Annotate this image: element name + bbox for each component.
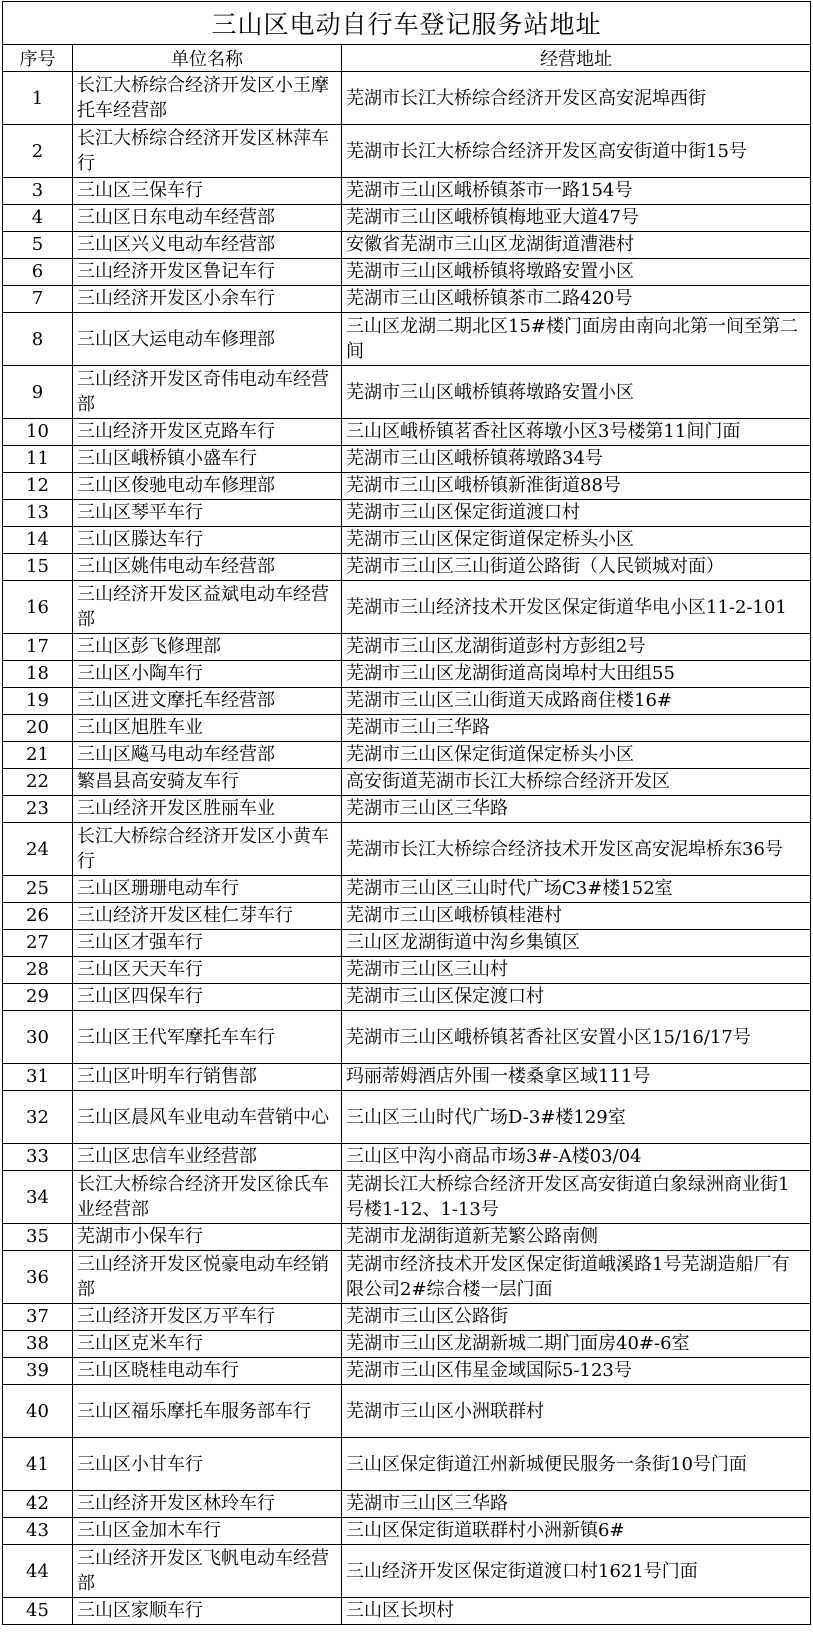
address-cell: 芜湖市三山区峨桥镇茶市一路154号 bbox=[342, 178, 811, 205]
unit-name: 三山区晓桂电动车行 bbox=[73, 1358, 342, 1385]
row-number: 34 bbox=[3, 1171, 73, 1224]
row-number: 2 bbox=[3, 125, 73, 178]
address-cell: 芜湖市三山区峨桥镇桂港村 bbox=[342, 903, 811, 930]
row-number: 31 bbox=[3, 1064, 73, 1091]
unit-name: 三山经济开发区鲁记车行 bbox=[73, 259, 342, 286]
address-cell: 三山区龙湖二期北区15#楼门面房由南向北第一间至第二间 bbox=[342, 313, 811, 366]
row-number: 9 bbox=[3, 366, 73, 419]
row-number: 7 bbox=[3, 286, 73, 313]
row-number: 19 bbox=[3, 688, 73, 715]
row-number: 6 bbox=[3, 259, 73, 286]
unit-name: 三山经济开发区万平车行 bbox=[73, 1304, 342, 1331]
table-row bbox=[3, 1358, 811, 1385]
table-row bbox=[3, 769, 811, 796]
table-row bbox=[3, 1091, 811, 1144]
row-number: 27 bbox=[3, 930, 73, 957]
table-row bbox=[3, 903, 811, 930]
table-row bbox=[3, 715, 811, 742]
table-row bbox=[3, 125, 811, 178]
address-cell: 芜湖市三山区小洲联群村 bbox=[342, 1385, 811, 1438]
registration-sheet bbox=[2, 1, 810, 1625]
address-cell: 芜湖市三山区伟星金域国际5-123号 bbox=[342, 1358, 811, 1385]
row-number: 3 bbox=[3, 178, 73, 205]
header-num: 序号 bbox=[3, 45, 73, 72]
table-row bbox=[3, 366, 811, 419]
unit-name: 三山区金加木车行 bbox=[73, 1518, 342, 1545]
title-row bbox=[3, 2, 811, 45]
table-row bbox=[3, 634, 811, 661]
address-cell: 芜湖市三山区保定街道渡口村 bbox=[342, 500, 811, 527]
table-row bbox=[3, 232, 811, 259]
row-number: 45 bbox=[3, 1598, 73, 1625]
row-number: 32 bbox=[3, 1091, 73, 1144]
address-cell: 三山区保定街道联群村小洲新镇6# bbox=[342, 1518, 811, 1545]
unit-name: 长江大桥综合经济开发区徐氏车业经营部 bbox=[73, 1171, 342, 1224]
unit-name: 三山区忠信车业经营部 bbox=[73, 1144, 342, 1171]
row-number: 33 bbox=[3, 1144, 73, 1171]
header-row bbox=[3, 45, 811, 72]
address-cell: 芜湖市三山区三山街道天成路商住楼16# bbox=[342, 688, 811, 715]
unit-name: 三山经济开发区克路车行 bbox=[73, 419, 342, 446]
unit-name: 三山区旭胜车业 bbox=[73, 715, 342, 742]
sheet-title: 三山区电动自行车登记服务站地址 bbox=[3, 2, 811, 45]
address-cell: 三山区龙湖街道中沟乡集镇区 bbox=[342, 930, 811, 957]
table-row bbox=[3, 259, 811, 286]
address-cell: 三山区峨桥镇茗香社区蒋墩小区3号楼第11间门面 bbox=[342, 419, 811, 446]
table-row bbox=[3, 1438, 811, 1491]
table-row bbox=[3, 742, 811, 769]
row-number: 21 bbox=[3, 742, 73, 769]
unit-name: 长江大桥综合经济开发区小黄车行 bbox=[73, 823, 342, 876]
unit-name: 三山区晨风车业电动车营销中心 bbox=[73, 1091, 342, 1144]
unit-name: 三山经济开发区胜丽车业 bbox=[73, 796, 342, 823]
table-row bbox=[3, 796, 811, 823]
unit-name: 三山区三保车行 bbox=[73, 178, 342, 205]
unit-name: 三山区琴平车行 bbox=[73, 500, 342, 527]
address-cell: 芜湖市三山区峨桥镇梅地亚大道47号 bbox=[342, 205, 811, 232]
unit-name: 三山区峨桥镇小盛车行 bbox=[73, 446, 342, 473]
address-cell: 芜湖市三山区公路街 bbox=[342, 1304, 811, 1331]
unit-name: 三山区王代军摩托车车行 bbox=[73, 1011, 342, 1064]
unit-name: 繁昌县高安骑友车行 bbox=[73, 769, 342, 796]
row-number: 1 bbox=[3, 72, 73, 125]
row-number: 10 bbox=[3, 419, 73, 446]
table-row bbox=[3, 876, 811, 903]
header-address: 经营地址 bbox=[342, 45, 811, 72]
address-cell: 芜湖市三山区峨桥镇蒋墩路34号 bbox=[342, 446, 811, 473]
table-row bbox=[3, 313, 811, 366]
row-number: 36 bbox=[3, 1251, 73, 1304]
row-number: 42 bbox=[3, 1491, 73, 1518]
row-number: 18 bbox=[3, 661, 73, 688]
table-row bbox=[3, 473, 811, 500]
table-row bbox=[3, 286, 811, 313]
table-row bbox=[3, 581, 811, 634]
row-number: 26 bbox=[3, 903, 73, 930]
row-number: 24 bbox=[3, 823, 73, 876]
address-cell: 芜湖市三山区峨桥镇将墩路安置小区 bbox=[342, 259, 811, 286]
row-number: 4 bbox=[3, 205, 73, 232]
unit-name: 三山区才强车行 bbox=[73, 930, 342, 957]
row-number: 25 bbox=[3, 876, 73, 903]
row-number: 40 bbox=[3, 1385, 73, 1438]
table-row bbox=[3, 1064, 811, 1091]
unit-name: 三山经济开发区益斌电动车经营部 bbox=[73, 581, 342, 634]
address-cell: 芜湖市三山区峨桥镇茶市二路420号 bbox=[342, 286, 811, 313]
table-row bbox=[3, 1518, 811, 1545]
row-number: 22 bbox=[3, 769, 73, 796]
table-row bbox=[3, 1251, 811, 1304]
row-number: 5 bbox=[3, 232, 73, 259]
address-cell: 芜湖市龙湖街道新芜繁公路南侧 bbox=[342, 1224, 811, 1251]
address-cell: 芜湖市三山区峨桥镇蒋墩路安置小区 bbox=[342, 366, 811, 419]
address-cell: 芜湖市三山区峨桥镇新淮街道88号 bbox=[342, 473, 811, 500]
table-row bbox=[3, 823, 811, 876]
unit-name: 三山区家顺车行 bbox=[73, 1598, 342, 1625]
address-cell: 芜湖市三山三华路 bbox=[342, 715, 811, 742]
row-number: 28 bbox=[3, 957, 73, 984]
table-row bbox=[3, 554, 811, 581]
row-number: 23 bbox=[3, 796, 73, 823]
address-cell: 芜湖市长江大桥综合经济技术开发区高安泥埠桥东36号 bbox=[342, 823, 811, 876]
address-cell: 芜湖市三山区保定街道保定桥头小区 bbox=[342, 742, 811, 769]
table-row bbox=[3, 205, 811, 232]
table-row bbox=[3, 1224, 811, 1251]
unit-name: 三山经济开发区奇伟电动车经营部 bbox=[73, 366, 342, 419]
table-row bbox=[3, 1491, 811, 1518]
table-row bbox=[3, 500, 811, 527]
address-cell: 芜湖市三山区龙湖街道高岗埠村大田组55 bbox=[342, 661, 811, 688]
row-number: 12 bbox=[3, 473, 73, 500]
table-row bbox=[3, 984, 811, 1011]
address-cell: 芜湖长江大桥综合经济开发区高安街道白象绿洲商业街1号楼1-12、1-13号 bbox=[342, 1171, 811, 1224]
unit-name: 三山区俊驰电动车修理部 bbox=[73, 473, 342, 500]
table-row bbox=[3, 1545, 811, 1598]
unit-name: 三山区进文摩托车经营部 bbox=[73, 688, 342, 715]
address-cell: 三山经济开发区保定街道渡口村1621号门面 bbox=[342, 1545, 811, 1598]
address-cell: 三山区三山时代广场D-3#楼129室 bbox=[342, 1091, 811, 1144]
table-row bbox=[3, 957, 811, 984]
address-cell: 芜湖市三山区峨桥镇茗香社区安置小区15/16/17号 bbox=[342, 1011, 811, 1064]
unit-name: 三山经济开发区悦豪电动车经销部 bbox=[73, 1251, 342, 1304]
unit-name: 三山区兴义电动车经营部 bbox=[73, 232, 342, 259]
row-number: 17 bbox=[3, 634, 73, 661]
unit-name: 三山区福乐摩托车服务部车行 bbox=[73, 1385, 342, 1438]
row-number: 8 bbox=[3, 313, 73, 366]
unit-name: 三山区天天车行 bbox=[73, 957, 342, 984]
address-cell: 芜湖市三山区三山村 bbox=[342, 957, 811, 984]
address-cell: 玛丽蒂姆酒店外围一楼桑拿区域111号 bbox=[342, 1064, 811, 1091]
table-row bbox=[3, 446, 811, 473]
row-number: 14 bbox=[3, 527, 73, 554]
unit-name: 三山区克米车行 bbox=[73, 1331, 342, 1358]
address-cell: 三山区保定街道江州新城便民服务一条街10号门面 bbox=[342, 1438, 811, 1491]
address-cell: 芜湖市三山区龙湖街道彭村方彭组2号 bbox=[342, 634, 811, 661]
row-number: 35 bbox=[3, 1224, 73, 1251]
unit-name: 长江大桥综合经济开发区小王摩托车经营部 bbox=[73, 72, 342, 125]
unit-name: 芜湖市小保车行 bbox=[73, 1224, 342, 1251]
row-number: 37 bbox=[3, 1304, 73, 1331]
unit-name: 三山经济开发区林玲车行 bbox=[73, 1491, 342, 1518]
row-number: 13 bbox=[3, 500, 73, 527]
row-number: 20 bbox=[3, 715, 73, 742]
address-cell: 三山区中沟小商品市场3#-A楼03/04 bbox=[342, 1144, 811, 1171]
address-cell: 芜湖市长江大桥综合经济开发区高安街道中街15号 bbox=[342, 125, 811, 178]
row-number: 43 bbox=[3, 1518, 73, 1545]
address-cell: 芜湖市三山区三华路 bbox=[342, 796, 811, 823]
table-row bbox=[3, 1385, 811, 1438]
table-row bbox=[3, 930, 811, 957]
unit-name: 三山区大运电动车修理部 bbox=[73, 313, 342, 366]
row-number: 15 bbox=[3, 554, 73, 581]
table-row bbox=[3, 1171, 811, 1224]
row-number: 30 bbox=[3, 1011, 73, 1064]
address-cell: 高安街道芜湖市长江大桥综合经济开发区 bbox=[342, 769, 811, 796]
address-cell: 芜湖市三山区三华路 bbox=[342, 1491, 811, 1518]
table-row bbox=[3, 1144, 811, 1171]
unit-name: 三山区滕达车行 bbox=[73, 527, 342, 554]
address-cell: 芜湖市三山经济技术开发区保定街道华电小区11-2-101 bbox=[342, 581, 811, 634]
address-cell: 安徽省芜湖市三山区龙湖街道漕港村 bbox=[342, 232, 811, 259]
table-row bbox=[3, 661, 811, 688]
header-name: 单位名称 bbox=[73, 45, 342, 72]
table-row bbox=[3, 72, 811, 125]
unit-name: 三山经济开发区飞帆电动车经营部 bbox=[73, 1545, 342, 1598]
address-cell: 芜湖市三山区保定街道保定桥头小区 bbox=[342, 527, 811, 554]
row-number: 41 bbox=[3, 1438, 73, 1491]
unit-name: 长江大桥综合经济开发区林萍车行 bbox=[73, 125, 342, 178]
station-table bbox=[2, 1, 811, 1625]
unit-name: 三山区叶明车行销售部 bbox=[73, 1064, 342, 1091]
table-row bbox=[3, 1331, 811, 1358]
row-number: 11 bbox=[3, 446, 73, 473]
table-row bbox=[3, 688, 811, 715]
unit-name: 三山经济开发区桂仁芽车行 bbox=[73, 903, 342, 930]
unit-name: 三山区姚伟电动车经营部 bbox=[73, 554, 342, 581]
unit-name: 三山区四保车行 bbox=[73, 984, 342, 1011]
unit-name: 三山区小陶车行 bbox=[73, 661, 342, 688]
unit-name: 三山区日东电动车经营部 bbox=[73, 205, 342, 232]
address-cell: 芜湖市三山区三山时代广场C3#楼152室 bbox=[342, 876, 811, 903]
table-row bbox=[3, 419, 811, 446]
table-row bbox=[3, 1598, 811, 1625]
address-cell: 芜湖市三山区龙湖新城二期门面房40#-6室 bbox=[342, 1331, 811, 1358]
address-cell: 芜湖市长江大桥综合经济开发区高安泥埠西街 bbox=[342, 72, 811, 125]
row-number: 29 bbox=[3, 984, 73, 1011]
table-row bbox=[3, 527, 811, 554]
unit-name: 三山区小甘车行 bbox=[73, 1438, 342, 1491]
unit-name: 三山区飚马电动车经营部 bbox=[73, 742, 342, 769]
table-row bbox=[3, 1304, 811, 1331]
row-number: 16 bbox=[3, 581, 73, 634]
address-cell: 芜湖市三山区保定渡口村 bbox=[342, 984, 811, 1011]
row-number: 44 bbox=[3, 1545, 73, 1598]
address-cell: 芜湖市经济技术开发区保定街道峨溪路1号芜湖造船厂有限公司2#综合楼一层门面 bbox=[342, 1251, 811, 1304]
address-cell: 三山区长坝村 bbox=[342, 1598, 811, 1625]
row-number: 39 bbox=[3, 1358, 73, 1385]
unit-name: 三山区珊珊电动车行 bbox=[73, 876, 342, 903]
address-cell: 芜湖市三山区三山街道公路街（人民锁城对面） bbox=[342, 554, 811, 581]
row-number: 38 bbox=[3, 1331, 73, 1358]
unit-name: 三山区彭飞修理部 bbox=[73, 634, 342, 661]
table-row bbox=[3, 178, 811, 205]
table-row bbox=[3, 1011, 811, 1064]
unit-name: 三山经济开发区小余车行 bbox=[73, 286, 342, 313]
